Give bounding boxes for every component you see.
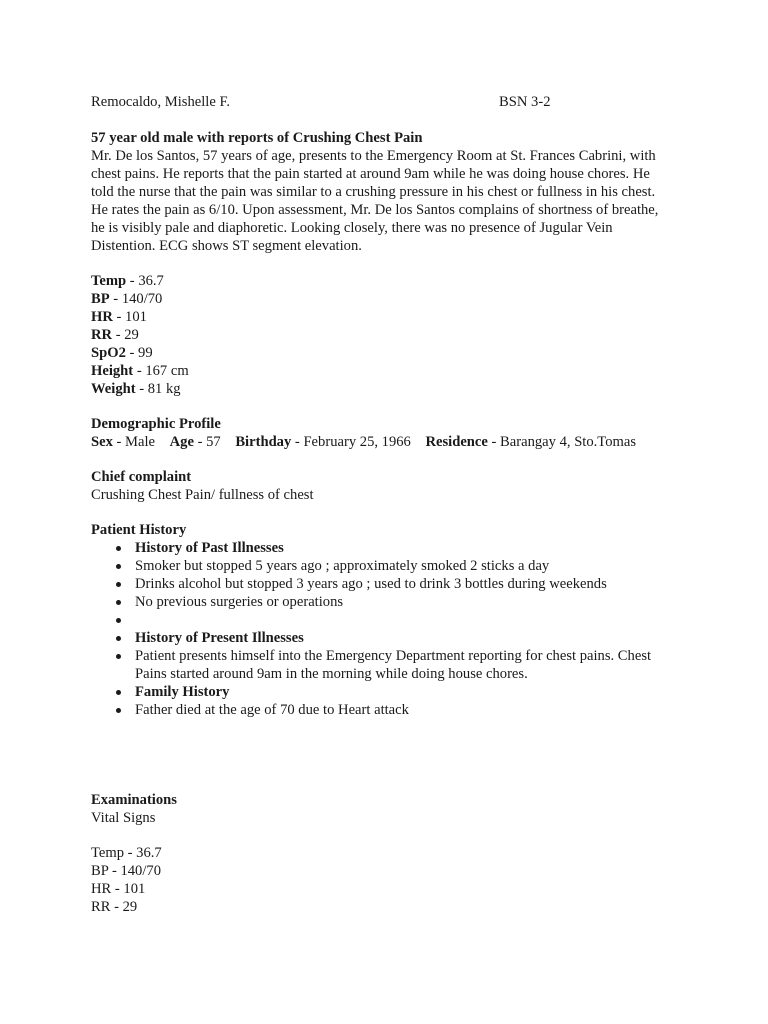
vital-height — [91, 362, 691, 380]
narrative-line: told the nurse that the pain was similar to a crushing pressure in his chest or fullness in his chest. — [91, 184, 656, 200]
birthday-value: - February 25, 1966 — [291, 434, 426, 450]
vital-label: HR — [91, 309, 113, 325]
case-narrative — [91, 147, 691, 255]
empty-list-item — [113, 611, 691, 629]
chief-complaint-text: Crushing Chest Pain/ fullness of chest — [91, 487, 314, 503]
vital-label: Weight — [91, 381, 136, 397]
age-label: Age — [169, 434, 194, 450]
vital-signs-subheading: Vital Signs — [91, 810, 156, 826]
document-body — [91, 129, 691, 916]
sex-value: - Male — [112, 434, 170, 450]
list-item: Smoker but stopped 5 years ago ; approximately smoked 2 sticks a day — [113, 557, 691, 575]
patient-history-list — [91, 539, 691, 719]
residence-label: Residence — [425, 434, 488, 450]
list-item: Father died at the age of 70 due to Heart attack — [113, 701, 691, 719]
family-history-heading: Family History — [113, 683, 691, 701]
vital-rr — [91, 326, 691, 344]
vital-value: - 99 — [125, 345, 153, 361]
age-value: - 57 — [193, 434, 236, 450]
vital-value: - 101 — [112, 309, 147, 325]
vital-value: - 167 cm — [133, 363, 189, 379]
narrative-line: Distention. ECG shows ST segment elevation. — [91, 238, 362, 254]
demographic-line — [91, 433, 691, 451]
vital-spo2 — [91, 344, 691, 362]
document-header — [91, 93, 691, 111]
vital-signs-list — [91, 272, 691, 398]
exam-vital: RR - 29 — [91, 899, 138, 915]
birthday-label: Birthday — [235, 434, 292, 450]
examinations-heading: Examinations — [91, 792, 177, 808]
vital-value: - 29 — [112, 327, 139, 343]
vital-label: SpO2 — [91, 345, 126, 361]
vital-value: - 140/70 — [109, 291, 163, 307]
residence-value: - Barangay 4, Sto.Tomas — [487, 434, 637, 450]
vital-label: Temp — [91, 273, 127, 289]
case-title: 57 year old male with reports of Crushing Chest Pain — [91, 130, 423, 146]
list-item: Drinks alcohol but stopped 3 years ago ; used to drink 3 bottles during weekends — [113, 575, 691, 593]
past-illnesses-heading: History of Past Illnesses — [113, 539, 691, 557]
narrative-line: He rates the pain as 6/10. Upon assessment, Mr. De los Santos complains of shortness of breathe, — [91, 202, 659, 218]
vital-weight — [91, 380, 691, 398]
exam-vital: BP - 140/70 — [91, 863, 162, 879]
chief-complaint-heading: Chief complaint — [91, 469, 192, 485]
narrative-line: Mr. De los Santos, 57 years of age, presents to the Emergency Room at St. Frances Cabrini, with — [91, 148, 656, 164]
narrative-line: chest pains. He reports that the pain started at around 9am while he was doing house chores. He — [91, 166, 650, 182]
vital-temp — [91, 272, 691, 290]
narrative-line: he is visibly pale and diaphoretic. Looking closely, there was no presence of Jugular Vein — [91, 220, 613, 236]
present-illnesses-heading: History of Present Illnesses — [113, 629, 691, 647]
vital-bp — [91, 290, 691, 308]
student-name: Remocaldo, Mishelle F. — [91, 94, 231, 110]
present-line: Pains started around 9am in the morning while doing house chores. — [135, 666, 528, 682]
exam-vitals-list — [91, 844, 691, 916]
demographic-heading: Demographic Profile — [91, 416, 221, 432]
list-item: No previous surgeries or operations — [113, 593, 691, 611]
exam-vital: HR - 101 — [91, 881, 146, 897]
class-section: BSN 3-2 — [499, 94, 551, 110]
vital-hr — [91, 308, 691, 326]
present-line: Patient presents himself into the Emergency Department reporting for chest pains. Chest — [135, 648, 652, 664]
vital-label: BP — [91, 291, 110, 307]
sex-label: Sex — [91, 434, 113, 450]
vital-value: - 36.7 — [126, 273, 164, 289]
vital-value: - 81 kg — [135, 381, 181, 397]
vital-label: Height — [91, 363, 134, 379]
patient-history-heading: Patient History — [91, 522, 187, 538]
list-item — [113, 647, 691, 683]
vital-label: RR — [91, 327, 113, 343]
exam-vital: Temp - 36.7 — [91, 845, 162, 861]
